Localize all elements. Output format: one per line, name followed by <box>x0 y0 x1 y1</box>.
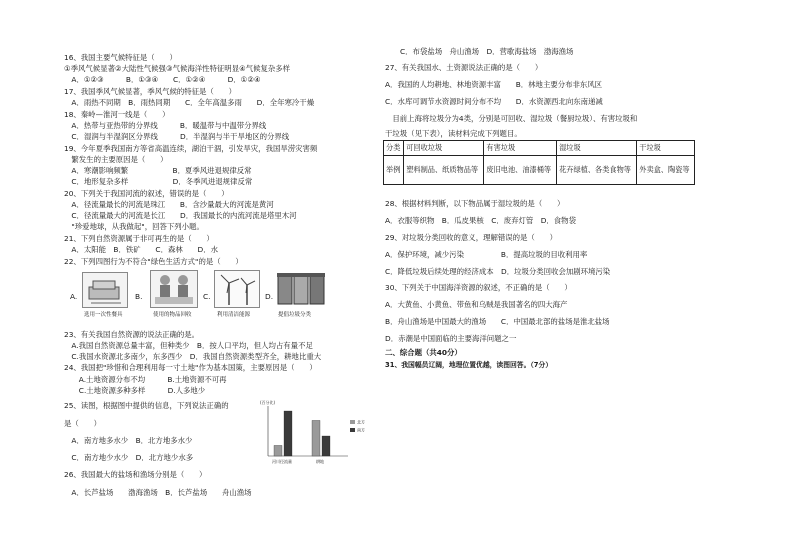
chart-bar-北方-耕地 <box>312 420 320 456</box>
table-header-cell: 分类 <box>384 141 404 156</box>
picture-d-letter: D. <box>265 292 274 301</box>
waste-classification-table <box>383 140 695 185</box>
q21-options: A．太阳能 B．铁矿 C．森林 D．水 <box>64 245 219 254</box>
q28-stem: 28、根据材料判断，以下物品属于湿垃圾的是（ ） <box>385 199 565 208</box>
picture-a-caption: 选用一次性餐具 <box>84 312 123 318</box>
q27-options-ab: A．我国的人均耕地、林地资源丰富 B．林地主要分布非东风区 <box>385 80 603 89</box>
q23-options-cd: C.我国水资源北多南少，东多西少 D．我国自然资源类型齐全，耕地比重大 <box>64 352 322 361</box>
chart-bars <box>274 411 330 456</box>
q25-options-ab: A．南方地多水少 B．北方地多水少 <box>64 436 193 445</box>
q26-options-cd: C．布袋盐场 舟山渔场 D．营歌海盐场 渤海渔场 <box>400 47 574 56</box>
q29-stem: 29、对垃圾分类回收的意义，理解错误的是（ ） <box>385 233 558 242</box>
picture-d-caption: 提倡垃圾分类 <box>278 312 312 318</box>
section-heading: 二、综合题（共40分） <box>385 348 462 357</box>
q25-stem-cont: 是（ ） <box>64 419 101 428</box>
q25-stem: 25、读图，根据图中提供的信息，下列说法正确的 <box>64 401 229 410</box>
q21-stem: 21、下列自然资源属于非可再生的是（ ） <box>64 234 214 243</box>
table-cell: 塑料制品、纸质物品等 <box>404 156 484 185</box>
wind-turbine-image <box>214 270 260 308</box>
table-header-cell: 湿垃圾 <box>557 141 637 156</box>
table-header-cell: 可回收垃圾 <box>404 141 484 156</box>
q19-stem: 19、今年夏季我国南方等省高温连续，湖泊干涸，引发旱灾，我国旱涝灾害频 <box>64 144 318 153</box>
q29-options-ab: A．保护环境，减少污染 B．提高垃圾的目收利用率 <box>385 250 588 259</box>
q30-stem: 30、下列关于中国海洋资源的叙述，不正确的是（ ） <box>385 283 572 292</box>
table-header-cell: 干垃圾 <box>637 141 695 156</box>
q24-stem: 24、我国把"珍惜和合理利用每一寸土地"作为基本国策，主要原因是（ ） <box>64 363 317 372</box>
q20-stem: 20、下列关于我国河流的叙述，错误的是（ ） <box>64 189 229 198</box>
chart-x-tick-label: 耕地 <box>316 459 324 464</box>
q20-options-ab: A．径流量最长的河流是珠江 B．含沙量最大的河流是黄河 <box>64 200 274 209</box>
passage-intro: "珍爱地球，从我做起"，回答下列小题。 <box>64 222 204 231</box>
q30-options-bc: B．舟山渔场是中国最大的渔场 C．中国最北部的盐场是淮北盐场 <box>385 317 610 326</box>
table-cell: 废旧电池、油漆桶等 <box>484 156 557 185</box>
q26-options-ab: A．长芦盐场 渤海渔场 B．长芦盐场 舟山渔场 <box>64 488 252 497</box>
q25-options-cd: C．南方地少水少 D．北方地少水多 <box>64 453 194 462</box>
table-row <box>384 156 695 185</box>
land-water-bar-chart <box>258 398 368 470</box>
chart-legend-swatch <box>350 420 355 424</box>
table-cell: 花卉绿植、各类食物等 <box>557 156 637 185</box>
q16-options: A．①②③ B．①③④ C．①②④ D．①②④ <box>64 75 261 84</box>
q19-stem-cont: 繁发生的主要原因是（ ） <box>64 155 168 164</box>
picture-c-caption: 利用清洁能源 <box>217 312 251 318</box>
q24-options-ab: A.土地资源分布不均 B.土地资源不可再 <box>64 375 227 384</box>
picture-c-letter: C. <box>203 292 211 301</box>
table-header-row <box>384 141 695 156</box>
recycling-people-image <box>150 270 198 308</box>
q16-stem: 16、我国主要气候特征是（ ） <box>64 53 177 62</box>
chart-legend-label: 北方 <box>357 419 365 425</box>
q30-option-a: A．大黄鱼、小黄鱼、带鱼和乌贼是我国著名的四大海产 <box>385 300 568 309</box>
chart-legend <box>350 419 365 433</box>
q16-items: ①季风气候显著②大陆性气候强③气候海洋性特征明显④气候复杂多样 <box>64 64 291 73</box>
picture-a-letter: A. <box>70 292 78 301</box>
chart-ylabel: (百分比) <box>260 400 276 405</box>
q18-options-cd: C．湿润与半湿润区分界线 D．半湿润与半干旱地区的分界线 <box>64 132 290 141</box>
chart-legend-label: 南方 <box>357 427 365 433</box>
chart-x-tick-label: 河川径流量 <box>272 459 292 464</box>
chart-bar-南方-河川径流量 <box>284 411 292 456</box>
picture-b-caption: 使用的物品回收 <box>153 312 192 318</box>
picture-b-letter: B. <box>135 292 143 301</box>
q23-stem: 23、有关我国自然资源的说法正确的是。 <box>64 330 200 339</box>
q24-options-cd: C.土地资源多种多样 D.人多地少 <box>64 386 206 395</box>
q19-options-cd: C．地形复杂多样 D．冬季风进退规律反常 <box>64 177 253 186</box>
q18-options-ab: A．热带与亚热带的分界线 B．暖温带与中温带分界线 <box>64 121 267 130</box>
chart-x-labels <box>272 458 324 464</box>
material-intro: 目前上海将垃圾分为4类，分别是可回收、湿垃圾（餐厨垃圾）、有害垃圾和 <box>385 114 638 123</box>
q17-stem: 17、我国季风气候显著，季风气候的特征是（ ） <box>64 87 237 96</box>
chart-bar-南方-耕地 <box>322 436 330 456</box>
q28-options: A．衣服等织物 B．瓜皮果核 C．废弃灯管 D．食物袋 <box>385 216 576 225</box>
chart-bar-北方-河川径流量 <box>274 445 282 456</box>
chart-legend-swatch <box>350 428 355 432</box>
q20-options-cd: C．径流量最大的河流是长江 D．我国最长的内流河流是塔里木河 <box>64 211 297 220</box>
table-header-cell: 有害垃圾 <box>484 141 557 156</box>
q26-stem: 26、我国最大的盐场和渔场分别是（ ） <box>64 470 207 479</box>
disposable-tableware-image <box>82 272 128 308</box>
material-intro-cont: 干垃圾（见下表），读材料完成下列题目。 <box>385 129 522 138</box>
q27-options-cd: C．水库可调节水资源时间分布不均 D．水资源西北向东南递减 <box>385 97 603 106</box>
q31-stem: 31、我国幅员辽阔，地理位置优越，读图回答。（7分） <box>385 361 553 369</box>
q22-stem: 22、下列四图行为不符合"绿色生活方式"的是（ ） <box>64 257 243 266</box>
table-row-label: 举例 <box>384 156 404 185</box>
q30-option-d: D．赤潮是中国面临的主要海洋问题之一 <box>385 334 517 343</box>
q23-options-ab: A.我国自然资源总量丰富，但种类少 B．按人口平均，但人均占有量不足 <box>64 341 313 350</box>
q29-options-cd: C．降低垃圾后续处理的经济成本 D．垃圾分类回收会加剧环境污染 <box>385 267 611 276</box>
q27-stem: 27、有关我国水、土资源说法正确的是（ ） <box>385 63 543 72</box>
q19-options-ab: A．寒潮影响频繁 B．夏季风进退规律反常 <box>64 166 252 175</box>
sorting-bins-image <box>276 268 326 306</box>
table-cell: 外卖盒、陶瓷等 <box>637 156 695 185</box>
q17-options: A．雨热不同期 B．雨热同期 C．全年高温多雨 D．全年寒冷干燥 <box>64 98 315 107</box>
q18-stem: 18、秦岭—淮河一线是（ ） <box>64 110 170 119</box>
